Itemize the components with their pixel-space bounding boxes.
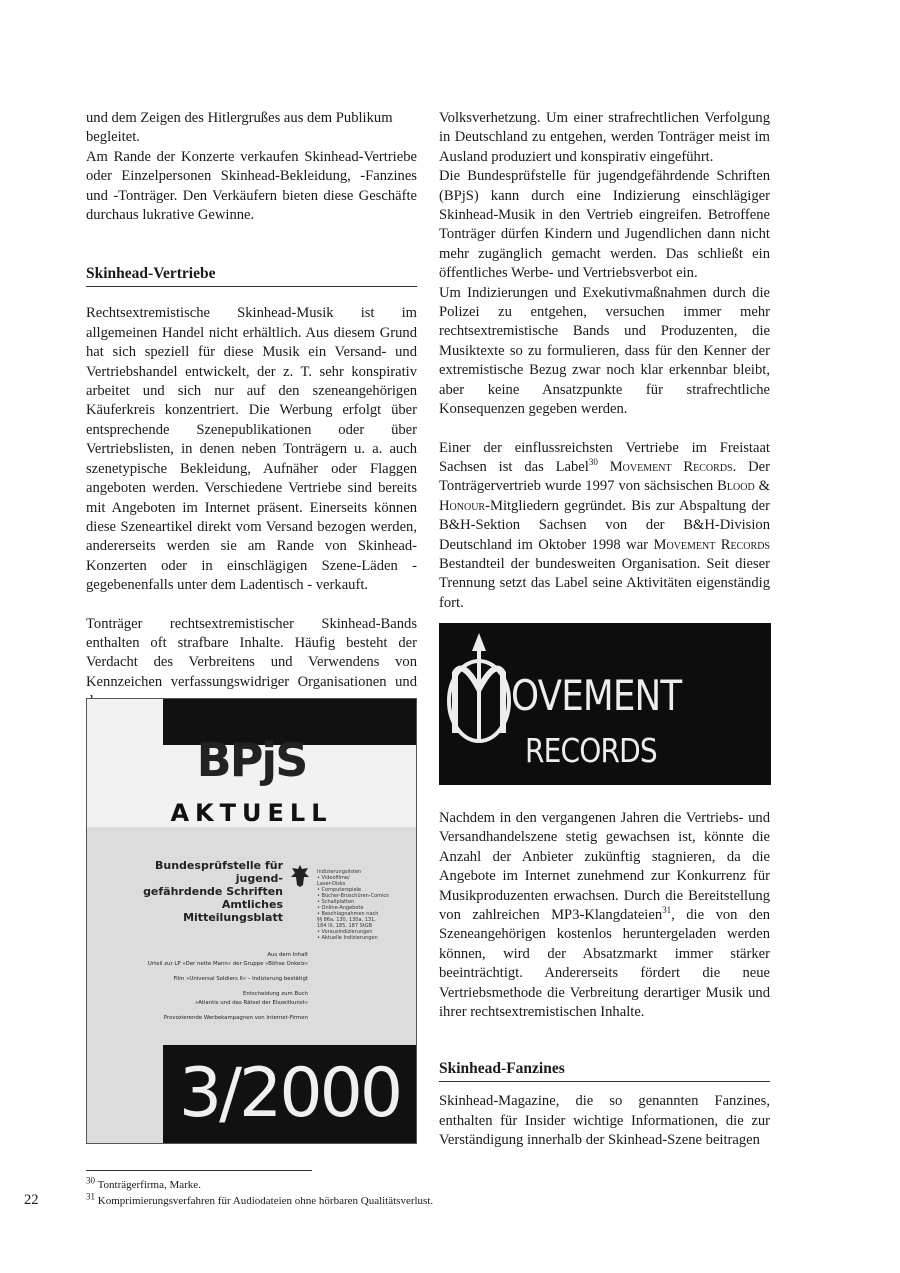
left-column — [86, 109, 417, 712]
right-paragraph-5: Nachdem in den vergangenen Jahren die Vertriebs- und Versandhandelszene stetig gewachsen ist, könnte die Anzahl der Anbieter zukünftig stagnieren, da die Angebote im Internet zunehmend zur Konkurrenz für Musikproduzenten erwachsen. Durch die Bereitstellung von zahlreichen MP3-Klangdateien$^{31}$, die von den Szeneangehörigen kostenlos heruntergeladen werden können, wird der Absatzmarkt immer stärker beeinträchtigt. Andererseits fördert die neue Vertriebsmethode die Verbreitung derartiger Musik und ihrer rechtsextremistischen Inhalte. — [439, 810, 771, 1021]
fanzines-paragraph: Skinhead-Magazine, die so genannten Fanzines, enthalten für Insider wichtige Informationen, die zur Verständigung innerhalb der Skinhead-Szene beitragen — [439, 1093, 770, 1149]
label-movement-records: Movement Records — [609, 458, 733, 475]
right-paragraph-2: Die Bundesprüfstelle für jugendgefährdende Schriften (BPjS) kann durch eine Indizierung einschlägiger Skinhead-Musik in den Vertrieb eingreifen. Betroffene Tonträger dürfen Kindern und Jugendlichen dann nicht mehr zugänglich gemacht werden. Das schließt ein öffentliches Werbe- und Vertriebsverbot ein. — [439, 168, 770, 282]
right-paragraph-4: Einer der einflussreichsten Vertriebe im Freistaat Sachsen ist das Label$^{30}$ Movement Records. Der Tonträgervertrieb wurde 1997 von sächsischen Blood & Honour-Mitgliedern gegründet. Bis zur Abspaltung der B&H-Sektion Sachsen von der B&H-Division Deutschland im Oktober 1998 war Movement Records Bestandteil der bundesweiten Organisation. Seit dieser Trennung setzt das Label seine Aktivitäten eigenständig fort. — [439, 439, 770, 611]
cover-issue-number: 3/2000 — [163, 1045, 416, 1143]
right-column-lower — [439, 809, 770, 1151]
right-paragraph-1: Volksverhetzung. Um einer strafrechtlichen Verfolgung in Deutschland zu entgehen, werden Tonträger meist im Ausland produziert und konspirativ eingeführt. — [439, 110, 770, 165]
cover-publisher-title: Bundesprüfstelle für jugend- gefährdende Schriften Amtliches Mitteilungsblatt — [143, 859, 283, 924]
federal-eagle-icon — [289, 863, 311, 889]
bpjs-aktuell-cover-image — [86, 698, 417, 1144]
intro-paragraph-2: Am Rande der Konzerte verkaufen Skinhead-Vertriebe oder Einzelpersonen Skinhead-Bekleidung, -Fanzines und -Tonträger. Den Verkäufern bieten diese Geschäfte durchaus lukrative Gewinne. — [86, 148, 417, 224]
footnote-30: $^{30}$ Tonträgerfirma, Marke. — [86, 1175, 201, 1191]
footnote-31: $^{31}$ Komprimierungsverfahren für Audiodateien ohne hörbaren Qualitätsverlust. — [86, 1191, 434, 1207]
cover-aktuell-title: AKTUELL — [170, 799, 333, 827]
footnote-ref-31: 31 — [662, 905, 672, 916]
right-paragraph-3: Um Indizierungen und Exekutivmaßnahmen durch die Polizei zu entgehen, versuchen immer mehr rechtsextremistische Bands und Produzenten, die Musiktexte so zu formulieren, dass für den Kenner der extremistische Bezug zwar noch klar erkennbar bleibt, aber keine Ansatzpunkte für strafrechtliche Konsequenzen gegeben werden. — [439, 284, 770, 418]
label-blood-honour: Blood & Honour — [439, 478, 770, 514]
page-number: 22 — [24, 1192, 39, 1208]
label-movement-records-2: Movement Records — [653, 536, 770, 553]
cover-contents-list: Aus dem Inhalt Urteil zur LP »Der nette Mann« der Gruppe »Böhse Onkelz« Film »Universal Soldiers II« – Indizierung bestätigt Entscheidung zum Buch »Atlantis und das Rätsel der Eiszeitkunst« Provozierende Werbekampagnen von Internet-Firmen — [147, 952, 308, 1021]
cover-index-list: Indizierungslisten • Videofilme/ Laser-Disks • Computerspiele • Bücher-Broschüren-Comics • Schallplatten • Online-Angebote • Beschlagnahmen nach §§ 86a, 130, 130a, 131, 184 III, 185, 187 StGB • Vorausindizierungen • Aktuelle Indizierungen — [317, 869, 389, 941]
heading-skinhead-fanzines: Skinhead-Fanzines — [439, 1059, 770, 1082]
footnote-divider — [86, 1170, 312, 1171]
footnote-ref-30: 30 — [588, 457, 598, 468]
right-column — [439, 109, 770, 613]
intro-paragraph-1: und dem Zeigen des Hitlergrußes aus dem Publikum begleitet. — [86, 110, 393, 146]
movement-records-logo-image — [439, 623, 771, 785]
bpjs-logo: BPjS — [196, 733, 307, 787]
vertriebe-paragraph-1: Rechtsextremistische Skinhead-Musik ist im allgemeinen Handel nicht erhältlich. Aus diesem Grund hat sich speziell für diese Musik ein Versand- und Vertriebshandel entwickelt, der z. T. sehr konspirativ arbeitet und sich nur auf den szeneangehörigen Käuferkreis konzentriert. Die Werbung erfolgt über entsprechende Szenepublikationen oder über Vertriebslisten, in denen neben Tonträgern u. a. auch szenetypische Bekleidung, Aufnäher oder Flaggen angeboten werden. Verschiedene Vertriebe sind bereits mit Angeboten im Internet präsent. Einerseits können diese Szeneartikel direkt vom Versand bezogen werden, andererseits werden sie am Rande von Skinhead-Konzerten oder in einschlägigen Szene-Läden - gegebenenfalls unter dem Ladentisch - verkauft. — [86, 305, 417, 594]
movement-word: OVEMENT — [511, 671, 682, 720]
footnotes — [86, 1177, 433, 1209]
records-word: RECORDS — [525, 731, 657, 770]
heading-skinhead-vertriebe: Skinhead-Vertriebe — [86, 264, 417, 287]
vertriebe-paragraph-2: Tonträger rechtsextremistischer Skinhead-Bands enthalten oft strafbare Inhalte. Häufig besteht der Verdacht des Verbreitens und Verwendens von Kennzeichen verfassungswidriger Organisationen und — [86, 615, 417, 690]
